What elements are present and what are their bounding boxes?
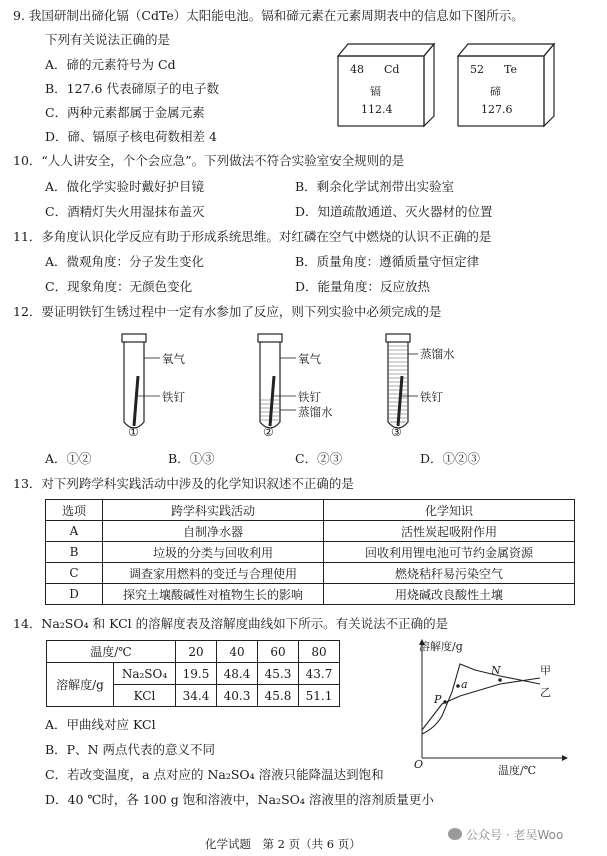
q14-option-b: B．P、N 两点代表的意义不同: [45, 742, 216, 757]
q12-option-c: C．②③: [295, 451, 343, 466]
cell-option: B: [46, 542, 103, 563]
q10-option-a: A．做化学实验时戴好护目镜: [45, 179, 205, 194]
tube2-label-nail: 铁钉: [298, 390, 321, 404]
cell-activity: 垃圾的分类与回收利用: [103, 542, 324, 563]
table-row: [47, 641, 340, 663]
cd-mass: 112.4: [361, 103, 393, 116]
q11-option-b: B．质量角度：遵循质量守恒定律: [295, 254, 480, 269]
na2so4-value: 45.3: [258, 663, 299, 685]
q12-option-b: B．①③: [168, 451, 215, 466]
iron-nail: [270, 376, 274, 426]
graph-origin: O: [414, 758, 424, 771]
point-p-label: P: [434, 693, 442, 706]
tube2-label-water: 蒸馏水: [298, 405, 333, 419]
solubility-label: 溶解度/g: [47, 663, 114, 707]
tube1-label-oxygen: 氧气: [162, 352, 185, 366]
cell-knowledge: 回收利用锂电池可节约金属资源: [324, 542, 575, 563]
kcl-value: 40.3: [217, 685, 258, 707]
na2so4-value: 19.5: [176, 663, 217, 685]
q14-stem: 14．Na₂SO₄ 和 KCl 的溶解度表及溶解度曲线如下所示。有关说法不正确的是: [13, 616, 449, 631]
tube1-label-nail: 铁钉: [162, 390, 185, 404]
q11-stem: 11．多角度认识化学反应有助于形成系统思维。对红磷在空气中燃烧的认识不正确的是: [13, 229, 492, 244]
cd-atomic-number: 48: [350, 63, 364, 76]
cell-knowledge: 活性炭起吸附作用: [324, 521, 575, 542]
cell-activity: 自制净水器: [103, 521, 324, 542]
curve-yi-label: 乙: [540, 686, 551, 699]
table-row: [47, 663, 340, 685]
curve-jia-label: 甲: [540, 664, 551, 677]
q12-stem: 12．要证明铁钉生锈过程中一定有水参加了反应，则下列实验中必须完成的是: [13, 304, 442, 319]
q11-option-c: C．现象角度：无颜色变化: [45, 279, 193, 294]
q12-option-a: A．①②: [45, 451, 92, 466]
test-tubes-figure: [100, 330, 460, 440]
q9-option-b: B．127.6 代表碲原子的电子数: [45, 81, 219, 96]
na2so4-value: 43.7: [299, 663, 340, 685]
graph-x-label: 温度/℃: [498, 764, 537, 777]
tube1-number: ①: [128, 425, 139, 439]
q11-option-d: D．能量角度：反应放热: [295, 279, 431, 294]
wechat-icon: [448, 828, 462, 840]
table-row: [46, 584, 575, 605]
watermark-text: 公众号 · 老吴Woo: [466, 828, 564, 842]
cell-activity: 探究土壤酸碱性对植物生长的影响: [103, 584, 324, 605]
tube3-label-nail: 铁钉: [420, 390, 443, 404]
q9-option-a: A．碲的元素符号为 Cd: [45, 57, 176, 72]
q13-stem: 13．对下列跨学科实践活动中涉及的化学知识叙述不正确的是: [13, 476, 354, 491]
table-row: [46, 521, 575, 542]
q9-stem: 9. 我国研制出碲化镉（CdTe）太阳能电池。镉和碲元素在元素周期表中的信息如下图所示。: [13, 8, 524, 23]
q13-table: [45, 499, 575, 605]
header-activity: 跨学科实践活动: [103, 500, 324, 521]
kcl-label: KCl: [114, 685, 176, 707]
te-symbol: Te: [504, 63, 517, 76]
cell-option: A: [46, 521, 103, 542]
kcl-value: 34.4: [176, 685, 217, 707]
cell-activity: 调查家用燃料的变迁与合理使用: [103, 563, 324, 584]
cd-name: 镉: [370, 85, 381, 98]
temp-40: 40: [217, 641, 258, 663]
temp-60: 60: [258, 641, 299, 663]
q10-option-b: B．剩余化学试剂带出实验室: [295, 179, 455, 194]
cell-option: C: [46, 563, 103, 584]
cd-symbol: Cd: [384, 63, 400, 76]
q10-option-c: C．酒精灯失火用湿抹布盖灭: [45, 204, 205, 219]
tube2-number: ②: [263, 425, 274, 439]
solubility-curve-figure: [400, 634, 590, 779]
na2so4-value: 48.4: [217, 663, 258, 685]
q14-option-d: D．40 ℃时，各 100 g 饱和溶液中，Na₂SO₄ 溶液里的溶剂质量更小: [45, 792, 434, 807]
tube2-label-oxygen: 氧气: [298, 352, 321, 366]
table-row: [46, 542, 575, 563]
temp-label: 温度/℃: [47, 641, 176, 663]
te-mass: 127.6: [481, 103, 513, 116]
iron-nail: [398, 376, 402, 426]
q10-stem: 10．“人人讲安全，个个会应急”。下列做法不符合实验室安全规则的是: [13, 153, 405, 168]
test-tube-3: [386, 334, 418, 428]
iron-nail: [134, 376, 138, 426]
kcl-value: 45.8: [258, 685, 299, 707]
cell-option: D: [46, 584, 103, 605]
test-tube-2: [258, 334, 296, 428]
graph-y-label: 溶解度/g: [419, 640, 463, 653]
table-header-row: [46, 500, 575, 521]
watermark: [448, 826, 563, 843]
temp-80: 80: [299, 641, 340, 663]
table-row: [46, 563, 575, 584]
q14-option-c: C．若改变温度，a 点对应的 Na₂SO₄ 溶液只能降温达到饱和: [45, 767, 384, 782]
point-a-label: a: [461, 678, 468, 691]
tube3-number: ③: [391, 425, 402, 439]
point-p: [443, 700, 447, 704]
q10-option-d: D．知道疏散通道、灭火器材的位置: [295, 204, 493, 219]
te-name: 碲: [490, 85, 501, 98]
page-footer: 化学试题 第 2 页（共 6 页）: [205, 837, 361, 851]
q11-option-a: A．微观角度：分子发生变化: [45, 254, 205, 269]
point-n: [498, 678, 502, 682]
test-tube-1: [122, 334, 160, 428]
cell-knowledge: 燃烧秸秆易污染空气: [324, 563, 575, 584]
cell-knowledge: 用烧碱改良酸性土壤: [324, 584, 575, 605]
point-n-label: N: [491, 664, 501, 677]
tube3-label-water: 蒸馏水: [420, 347, 455, 361]
header-knowledge: 化学知识: [324, 500, 575, 521]
kcl-value: 51.1: [299, 685, 340, 707]
te-atomic-number: 52: [470, 63, 484, 76]
q12-option-d: D．①②③: [420, 451, 481, 466]
point-a: [456, 684, 460, 688]
temp-20: 20: [176, 641, 217, 663]
q9-option-c: C．两种元素都属于金属元素: [45, 105, 205, 120]
na2so4-label: Na₂SO₄: [114, 663, 176, 685]
q9-stem-2: 下列有关说法正确的是: [45, 32, 171, 47]
header-option: 选项: [46, 500, 103, 521]
q14-solubility-table: [46, 640, 340, 707]
q14-option-a: A．甲曲线对应 KCl: [45, 717, 156, 732]
q9-option-d: D．碲、镉原子核电荷数相差 4: [45, 129, 217, 144]
